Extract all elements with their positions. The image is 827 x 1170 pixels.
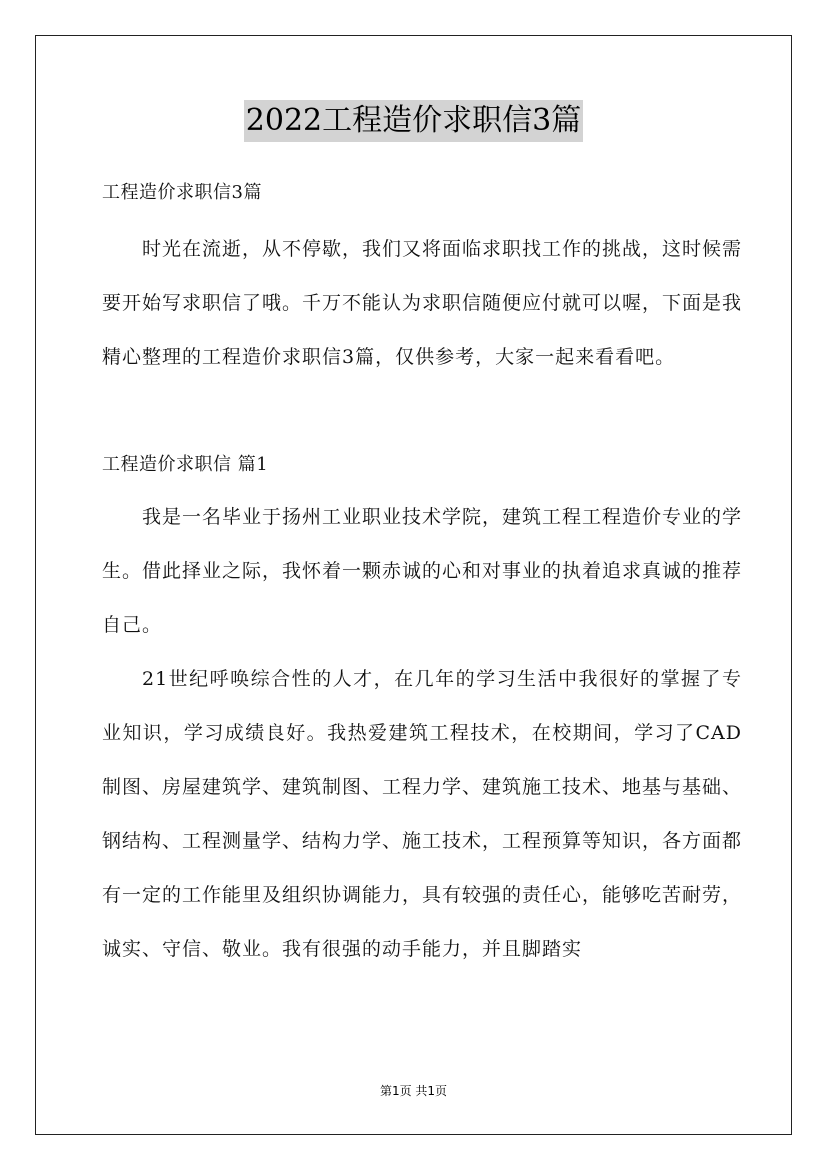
intro-paragraph: 时光在流逝，从不停歇，我们又将面临求职找工作的挑战，这时候需要开始写求职信了哦。千万不能认为求职信随便应付就可以喔，下面是我精心整理的工程造价求职信3篇，仅供参考，大家一起来看看吧。: [102, 238, 743, 368]
spacer: [102, 384, 742, 444]
document-subtitle: 工程造价求职信3篇: [102, 182, 262, 203]
page-footer: 第1页 共1页: [379, 1084, 448, 1098]
title-container: [0, 100, 827, 142]
document-body: [102, 172, 742, 976]
document-title: 2022工程造价求职信3篇: [244, 100, 583, 142]
body-paragraph: 我是一名毕业于扬州工业职业技术学院，建筑工程工程造价专业的学生。借此择业之际，我怀着一颗赤诚的心和对事业的执着追求真诚的推荐自己。: [102, 506, 743, 636]
body-paragraph: 21世纪呼唤综合性的人才，在几年的学习生活中我很好的掌握了专业知识，学习成绩良好。我热爱建筑工程技术，在校期间，学习了CAD制图、房屋建筑学、建筑制图、工程力学、建筑施工技术、地基与基础、钢结构、工程测量学、结构力学、施工技术，工程预算等知识，各方面都有一定的工作能里及组织协调能力，具有较强的责任心，能够吃苦耐劳，诚实、守信、敬业。我有很强的动手能力，并且脚踏实: [102, 668, 743, 960]
section-heading: 工程造价求职信 篇1: [102, 454, 269, 475]
spacer: [102, 214, 742, 222]
